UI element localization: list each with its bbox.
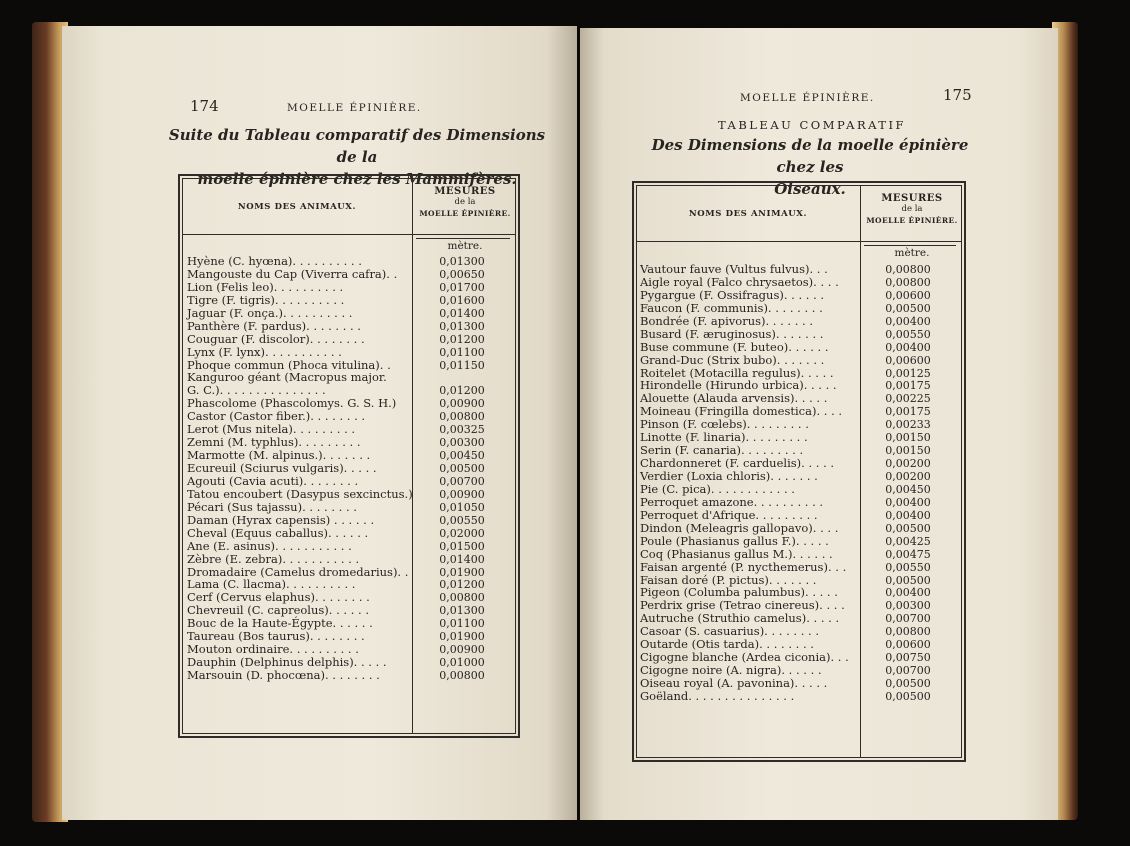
- animal-name: Tatou encoubert (Dasypus sexcinctus.): [187, 486, 413, 501]
- measure-value: 0,00800: [885, 625, 931, 639]
- measure-value: 0,01000: [439, 656, 485, 670]
- measure-value: 0,00500: [885, 677, 931, 690]
- table-row: [187, 307, 515, 320]
- table-row: [640, 561, 962, 574]
- animal-name: Linotte (F. linaria). . . . . . . . .: [640, 430, 808, 445]
- table-row: [640, 522, 962, 535]
- animal-name: Lion (Felis leo). . . . . . . . . .: [187, 279, 344, 294]
- animal-name: Marmotte (M. alpinus.). . . . . . .: [187, 448, 371, 463]
- title-line-1: Suite du Tableau comparatif des Dimensions de la: [168, 126, 546, 166]
- animal-name: Faucon (F. communis). . . . . . . .: [640, 300, 823, 315]
- measure-value: 0,01300: [439, 604, 485, 618]
- animal-name: Mangouste du Cap (Viverra cafra). .: [187, 266, 398, 281]
- table-row: [640, 509, 962, 522]
- animal-name: Tigre (F. tigris). . . . . . . . . .: [187, 292, 345, 307]
- measure-value: 0,00400: [885, 340, 931, 354]
- animal-name: Hirondelle (Hirundo urbica). . . . .: [640, 378, 837, 393]
- title-line-2: moelle épinière chez les Mammifères.: [197, 170, 517, 188]
- animal-name: Oiseau royal (A. pavonina). . . . .: [640, 676, 828, 690]
- animal-name: Pigeon (Columba palumbus). . . . .: [640, 585, 838, 600]
- measure-value: 0,00600: [885, 288, 931, 302]
- measure-value: 0,01700: [439, 280, 485, 294]
- table-row: [640, 470, 962, 483]
- table-row: [187, 669, 515, 682]
- table-row: [640, 496, 962, 509]
- animal-name: Verdier (Loxia chloris). . . . . . .: [640, 469, 818, 483]
- measure-value: 0,01500: [439, 539, 485, 553]
- measure-value: 0,01600: [439, 293, 485, 307]
- measure-value: 0,00700: [885, 664, 931, 678]
- unit-label: mètre.: [894, 247, 930, 259]
- animal-name: Dromadaire (Camelus dromedarius). .: [187, 564, 409, 579]
- table-rows: [640, 263, 962, 703]
- measure-value: 0,00550: [885, 560, 931, 574]
- animal-name: Lynx (F. lynx). . . . . . . . . . .: [187, 344, 342, 359]
- table-row: [187, 294, 515, 307]
- measure-value: 0,00450: [439, 449, 485, 463]
- measure-value: 0,02000: [439, 526, 485, 540]
- header-names: NOMS DES ANIMAUX.: [237, 202, 357, 212]
- animal-name: Phoque commun (Phoca vitulina). .: [187, 357, 391, 372]
- animal-name: Buse commune (F. buteo). . . . . .: [640, 339, 829, 354]
- animal-name: Alouette (Alauda arvensis). . . . .: [640, 391, 828, 406]
- animal-name: Phascolome (Phascolomys. G. S. H.): [187, 396, 397, 411]
- table-row: [640, 548, 962, 561]
- animal-name: Mouton ordinaire. . . . . . . . . .: [187, 642, 359, 657]
- measure-value: 0,01100: [439, 345, 485, 359]
- animal-name: Perdrix grise (Tetrao cinereus). . . .: [640, 598, 845, 613]
- measure-value: 0,01100: [439, 617, 485, 631]
- measure-value: 0,00700: [439, 474, 485, 488]
- animal-name: Hyène (C. hyœna). . . . . . . . . .: [187, 254, 362, 268]
- title-line-2: Oiseaux.: [774, 180, 846, 198]
- measure-value: 0,00150: [885, 444, 931, 458]
- measure-value: 0,00125: [885, 366, 931, 380]
- title-line-1: Des Dimensions de la moelle épinière chez les: [651, 136, 969, 176]
- running-head: MOELLE ÉPINIÈRE.: [287, 102, 422, 114]
- measure-value: 0,00400: [885, 508, 931, 522]
- animal-name: Bondrée (F. apivorus). . . . . . .: [640, 313, 814, 328]
- table-row: [187, 501, 515, 514]
- mammals-table: [178, 174, 520, 738]
- measure-value: 0,01400: [439, 306, 485, 320]
- table-row: [640, 328, 962, 341]
- measure-value: 0,00750: [885, 651, 931, 665]
- table-row: [640, 483, 962, 496]
- animal-name: Dauphin (Delphinus delphis). . . . .: [187, 655, 387, 670]
- page-number: 175: [943, 86, 972, 104]
- animal-name: Pie (C. pica). . . . . . . . . . . .: [640, 481, 795, 496]
- measure-value: 0,00500: [885, 689, 931, 703]
- measure-value: 0,00500: [885, 521, 931, 535]
- animal-name: Pinson (F. cœlebs). . . . . . . . .: [640, 417, 809, 432]
- measure-value: 0,00175: [885, 379, 931, 393]
- measure-value: 0,00225: [885, 392, 931, 406]
- measure-value: 0,00900: [439, 643, 485, 657]
- animal-name: Chevreuil (C. capreolus). . . . . .: [187, 603, 369, 618]
- header-measures: MESURES de la MOELLE ÉPINIÈRE.: [419, 186, 511, 218]
- unit-label: mètre.: [447, 240, 483, 252]
- table-row: [187, 527, 515, 540]
- birds-table: [632, 181, 966, 762]
- animal-name: Perroquet amazone. . . . . . . . . .: [640, 494, 824, 509]
- measure-value: 0,00900: [439, 397, 485, 411]
- table-row: [640, 677, 962, 690]
- measure-value: 0,01200: [439, 578, 485, 592]
- animal-name: Cheval (Equus caballus). . . . . .: [187, 525, 369, 540]
- table-row: [640, 315, 962, 328]
- measure-value: 0,00425: [885, 534, 931, 548]
- measure-value: 0,00600: [885, 353, 931, 367]
- measure-value: 0,00800: [885, 263, 931, 276]
- animal-name: Daman (Hyrax capensis) . . . . . .: [187, 512, 375, 527]
- table-row: [187, 488, 515, 501]
- table-title-caps: TABLEAU COMPARATIF: [718, 118, 906, 132]
- measure-value: 0,00200: [885, 457, 931, 471]
- measure-value: 0,01300: [439, 255, 485, 268]
- header-measures: MESURES de la MOELLE ÉPINIÈRE.: [866, 193, 958, 225]
- right-page: [580, 28, 1058, 820]
- animal-name: Jaguar (F. onça.). . . . . . . . . .: [187, 305, 353, 320]
- animal-name: Ane (E. asinus). . . . . . . . . . .: [187, 538, 352, 553]
- table-row: [187, 553, 515, 566]
- measure-value: 0,01300: [439, 319, 485, 333]
- measure-value: 0,00150: [885, 431, 931, 445]
- animal-name: Kanguroo géant (Macropus major.: [187, 370, 387, 385]
- measure-value: 0,00900: [439, 487, 485, 501]
- table-row: [640, 263, 962, 276]
- table-row: [187, 346, 515, 359]
- measure-value: 0,00800: [439, 591, 485, 605]
- table-row: [640, 354, 962, 367]
- animal-name: Outarde (Otis tarda). . . . . . . .: [640, 637, 814, 652]
- table-rows: [187, 255, 515, 682]
- animal-name: Ecureuil (Sciurus vulgaris). . . . .: [187, 461, 377, 475]
- animal-name: Poule (Phasianus gallus F.). . . . .: [640, 533, 829, 548]
- measure-value: 0,01050: [439, 500, 485, 514]
- table-row: [187, 514, 515, 527]
- measure-value: 0,00400: [885, 495, 931, 509]
- table-row: [640, 535, 962, 548]
- measure-value: 0,00500: [885, 573, 931, 587]
- table-row: [187, 540, 515, 553]
- running-head: MOELLE ÉPINIÈRE.: [740, 92, 875, 104]
- animal-name: G. C.). . . . . . . . . . . . . . .: [187, 383, 326, 398]
- animal-name: Faisan doré (P. pictus). . . . . . .: [640, 572, 817, 587]
- measure-value: 0,00175: [885, 405, 931, 419]
- measure-value: 0,00700: [885, 612, 931, 626]
- measure-value: 0,00325: [439, 423, 485, 437]
- animal-name: Lama (C. llacma). . . . . . . . . .: [187, 577, 356, 592]
- table-row: [187, 320, 515, 333]
- animal-name: Taureau (Bos taurus). . . . . . . .: [187, 629, 365, 644]
- animal-name: Castor (Castor fiber.). . . . . . . .: [187, 409, 366, 424]
- animal-name: Coq (Phasianus gallus M.). . . . . .: [640, 546, 833, 561]
- animal-name: Couguar (F. discolor). . . . . . . .: [187, 331, 365, 346]
- table-row: [640, 289, 962, 302]
- measure-value: 0,00500: [439, 462, 485, 475]
- measure-value: 0,00300: [885, 599, 931, 613]
- animal-name: Vautour fauve (Vultus fulvus). . .: [640, 262, 828, 276]
- animal-name: Aigle royal (Falco chrysaetos). . . .: [640, 274, 839, 289]
- measure-value: 0,01150: [439, 358, 485, 372]
- animal-name: Casoar (S. casuarius). . . . . . . .: [640, 624, 820, 639]
- measure-value: 0,00450: [885, 482, 931, 496]
- measure-value: 0,01400: [439, 552, 485, 566]
- animal-name: Perroquet d'Afrique. . . . . . . . .: [640, 507, 818, 522]
- measure-value: 0,00650: [439, 267, 485, 281]
- animal-name: Cigogne blanche (Ardea ciconia). . .: [640, 650, 849, 665]
- measure-value: 0,00800: [439, 669, 485, 682]
- measure-value: 0,00200: [885, 470, 931, 483]
- left-page: [62, 26, 577, 820]
- measure-value: 0,00550: [439, 513, 485, 527]
- measure-value: 0,01900: [439, 630, 485, 644]
- animal-name: Bouc de la Haute-Égypte. . . . . .: [187, 616, 373, 631]
- table-row: [187, 281, 515, 294]
- table-row: [187, 475, 515, 488]
- measure-value: 0,00600: [885, 638, 931, 652]
- animal-name: Cigogne noire (A. nigra). . . . . .: [640, 663, 822, 678]
- animal-name: Roitelet (Motacilla regulus). . . . .: [640, 365, 834, 380]
- measure-value: 0,01200: [439, 332, 485, 346]
- animal-name: Panthère (F. pardus). . . . . . . .: [187, 318, 361, 333]
- animal-name: Dindon (Meleagris gallopavo). . . .: [640, 520, 839, 535]
- measure-value: 0,01200: [439, 384, 485, 398]
- animal-name: Serin (F. canaria). . . . . . . . .: [640, 443, 804, 458]
- table-row: [640, 302, 962, 315]
- measure-value: 0,00233: [885, 418, 931, 432]
- animal-name: Grand-Duc (Strix bubo). . . . . . .: [640, 352, 825, 367]
- animal-name: Zemni (M. typhlus). . . . . . . . .: [187, 435, 361, 450]
- table-row: [640, 341, 962, 354]
- table-row: [187, 462, 515, 475]
- animal-name: Pécari (Sus tajassu). . . . . . . .: [187, 499, 357, 514]
- measure-value: 0,00400: [885, 586, 931, 600]
- measure-value: 0,01900: [439, 565, 485, 579]
- measure-value: 0,00800: [885, 275, 931, 289]
- animal-name: Faisan argenté (P. nycthemerus). . .: [640, 559, 847, 574]
- table-row: [640, 276, 962, 289]
- page-number: 174: [190, 97, 219, 115]
- table-row: [187, 255, 515, 268]
- animal-name: Moineau (Fringilla domestica). . . .: [640, 404, 843, 419]
- animal-name: Goëland. . . . . . . . . . . . . . .: [640, 688, 795, 703]
- measure-value: 0,00550: [885, 327, 931, 341]
- table-row: [187, 268, 515, 281]
- table-row: [640, 690, 962, 703]
- animal-name: Cerf (Cervus elaphus). . . . . . . .: [187, 590, 370, 605]
- animal-name: Pygargue (F. Ossifragus). . . . . .: [640, 287, 825, 302]
- animal-name: Marsouin (D. phocœna). . . . . . . .: [187, 668, 380, 682]
- animal-name: Chardonneret (F. carduelis). . . . .: [640, 456, 835, 471]
- animal-name: Autruche (Struthio camelus). . . . .: [640, 611, 840, 626]
- animal-name: Lerot (Mus nitela). . . . . . . . .: [187, 422, 356, 437]
- measure-value: 0,00500: [885, 301, 931, 315]
- measure-value: 0,00475: [885, 547, 931, 561]
- measure-value: 0,00800: [439, 410, 485, 424]
- table-row: [187, 333, 515, 346]
- measure-value: 0,00400: [885, 314, 931, 328]
- measure-value: 0,00300: [439, 436, 485, 450]
- animal-name: Agouti (Cavia acuti). . . . . . . .: [187, 473, 359, 488]
- animal-name: Zèbre (E. zebra). . . . . . . . . . .: [187, 551, 360, 566]
- header-names: NOMS DES ANIMAUX.: [688, 209, 808, 219]
- animal-name: Busard (F. æruginosus). . . . . . .: [640, 326, 824, 341]
